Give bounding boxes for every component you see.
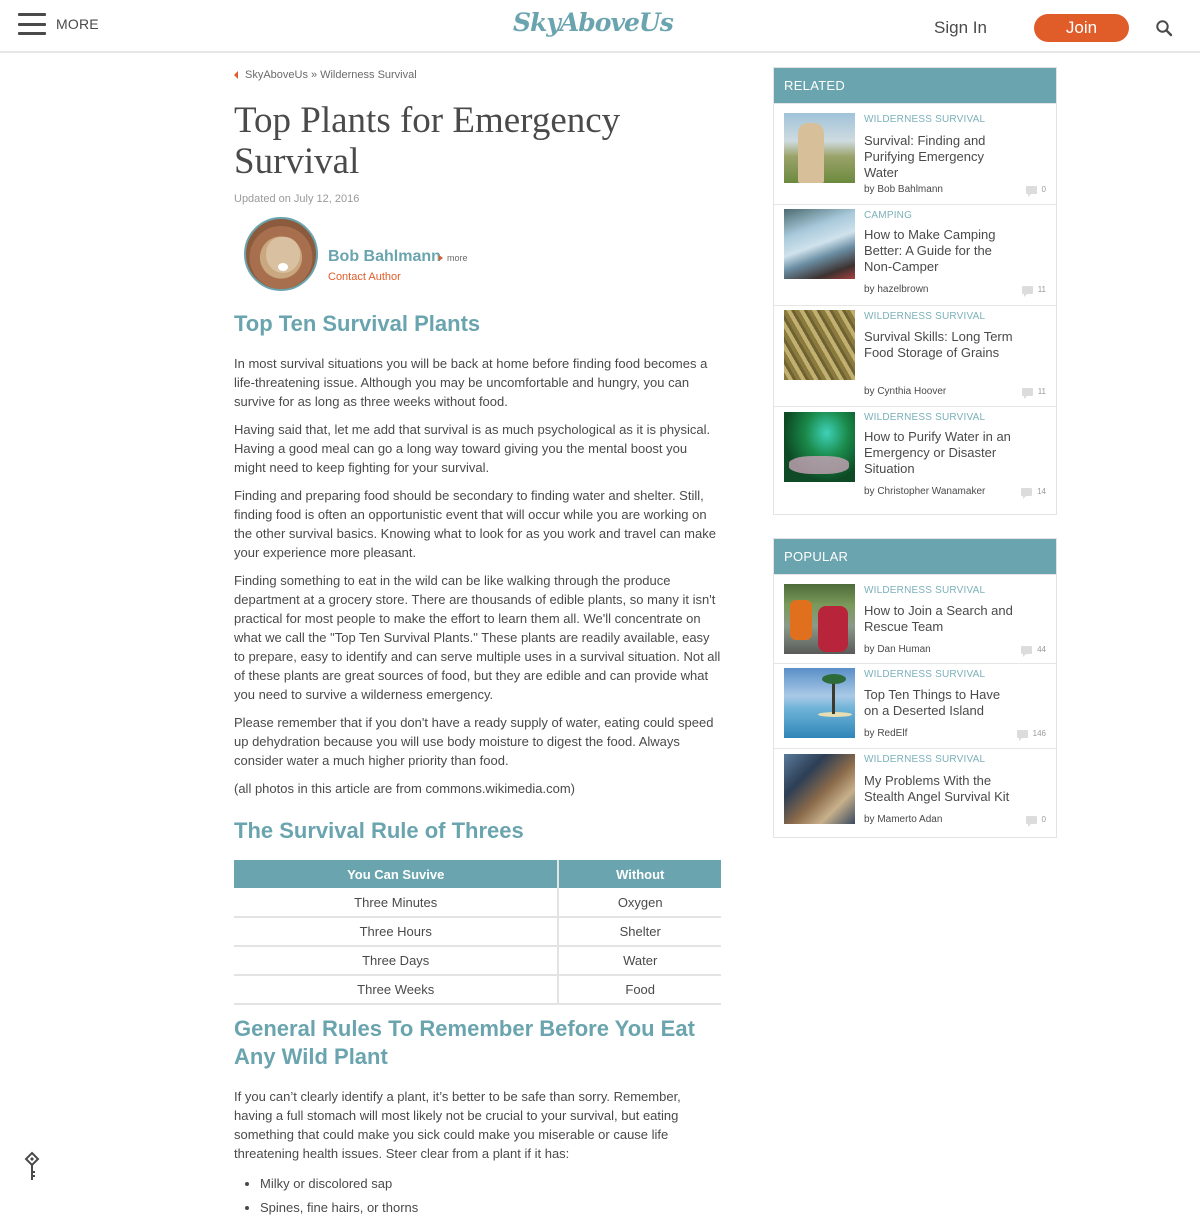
comment-icon	[1022, 286, 1033, 294]
card-author[interactable]: by Dan Human	[864, 644, 931, 655]
thumbnail-stream	[784, 412, 855, 482]
comment-count-value: 14	[1037, 487, 1046, 496]
table-row	[234, 888, 721, 917]
comment-count	[1026, 185, 1046, 194]
breadcrumb-separator: »	[310, 69, 318, 81]
section-heading: The Survival Rule of Threes	[234, 818, 524, 843]
join-button[interactable]: Join	[1034, 14, 1129, 42]
card-title[interactable]: Survival: Finding and Purifying Emergency Water	[864, 133, 986, 180]
related-panel	[773, 67, 1057, 515]
comment-count	[1021, 487, 1046, 496]
card-title[interactable]: Survival Skills: Long Term Food Storage of Grains	[864, 329, 1013, 360]
warning-list	[260, 1172, 721, 1220]
comment-icon	[1026, 186, 1037, 194]
contact-author-link[interactable]: Contact Author	[328, 271, 401, 283]
section-body	[234, 1087, 721, 1220]
photo-credit: (all photos in this article are from commons.wikimedia.com)	[234, 781, 575, 796]
list-item: • Milky or discolored sap	[260, 1172, 721, 1196]
comment-count-value: 0	[1041, 185, 1046, 194]
author-more-label: more	[447, 253, 468, 263]
thumbnail-island	[784, 668, 855, 738]
site-logo[interactable]: SkyAboveUs	[513, 8, 673, 37]
card-title[interactable]: How to Make Camping Better: A Guide for the Non-Camper	[864, 227, 996, 274]
key-icon[interactable]	[24, 1152, 40, 1182]
paragraph: If you can’t clearly identify a plant, it’s better to be safe than sorry. Remember, having a full stomach will most likely not be crucial to your survival, but eating something that could make you sick could make you miserable or cause life threatening health issues. Steer clear from a plant if it has:	[234, 1089, 681, 1161]
column-header: Without	[558, 860, 721, 888]
card-author[interactable]: by Cynthia Hoover	[864, 386, 947, 397]
list-item: • Spines, fine hairs, or thorns	[260, 1196, 721, 1220]
thumbnail-rescue-team	[784, 584, 855, 654]
related-card[interactable]	[774, 103, 1056, 204]
comment-icon	[1026, 816, 1037, 824]
card-title[interactable]: Top Ten Things to Have on a Deserted Island	[864, 687, 1001, 718]
author-name-link[interactable]: Bob Bahlmann	[328, 248, 441, 265]
breadcrumb-category-link[interactable]: Wilderness Survival	[320, 69, 417, 81]
avatar[interactable]	[244, 217, 318, 291]
card-category[interactable]: WILDERNESS SURVIVAL	[864, 114, 986, 125]
comment-count-value: 0	[1041, 815, 1046, 824]
thumbnail-grain	[784, 310, 855, 380]
more-menu-button[interactable]	[18, 13, 99, 35]
comment-count-value: 11	[1037, 285, 1046, 294]
paragraph: Having said that, let me add that survival is as much psychological as it is physical. Having a good meal can go a long way toward giving you the mental boost you might need to keep fighting for your survival.	[234, 422, 711, 475]
related-card[interactable]	[774, 204, 1056, 305]
comment-count-value: 11	[1037, 387, 1046, 396]
table-cell: Three Days	[234, 946, 558, 975]
paragraph: Finding something to eat in the wild can be like walking through the produce department at a grocery store. There are thousands of edible plants, so many it isn't practical for most people to make the effort to learn them all. We'll concentrate on what we call the "Top Ten Survival Plants." These plants are readily available, easy to prepare, easy to identify and can serve multiple uses in a survival situation. Not all of these plants are great sources of food, but they are edible and can provide what you need to survive a wilderness emergency.	[234, 573, 721, 702]
column-header: You Can Suvive	[234, 860, 558, 888]
table-cell: Oxygen	[558, 888, 721, 917]
thumbnail-survival-kit	[784, 754, 855, 824]
popular-card[interactable]	[774, 574, 1056, 663]
table-cell: Three Hours	[234, 917, 558, 946]
card-author[interactable]: by RedElf	[864, 728, 908, 739]
table-cell: Shelter	[558, 917, 721, 946]
thumbnail-man-drinking	[784, 113, 855, 183]
popular-card[interactable]	[774, 663, 1056, 748]
paragraph: Please remember that if you don't have a ready supply of water, eating could speed up dehydration because you will use body moisture to digest the food. Always consider water a much higher priority than food.	[234, 715, 714, 768]
card-author[interactable]: by Bob Bahlmann	[864, 184, 943, 195]
section-heading: General Rules To Remember Before You Eat Any Wild Plant	[234, 1016, 695, 1069]
author-more-link[interactable]	[439, 253, 468, 263]
paragraph: In most survival situations you will be back at home before finding food becomes a life-threatening issue. Although you may be uncomfortable and hungry, you can survive for as long as three weeks without food.	[234, 356, 708, 409]
table-cell: Water	[558, 946, 721, 975]
popular-panel	[773, 538, 1057, 838]
related-card[interactable]	[774, 406, 1056, 514]
page-title: Top Plants for Emergency Survival	[234, 100, 621, 182]
section-heading: Top Ten Survival Plants	[234, 311, 481, 336]
table-header-row	[234, 860, 721, 888]
section-body	[234, 354, 721, 798]
card-title[interactable]: My Problems With the Stealth Angel Survival Kit	[864, 773, 1010, 804]
search-icon[interactable]	[1155, 19, 1173, 37]
article-column	[234, 60, 721, 1220]
comment-icon	[1021, 488, 1032, 496]
card-category[interactable]: WILDERNESS SURVIVAL	[864, 311, 986, 322]
comment-count	[1021, 645, 1046, 654]
comment-icon	[1021, 646, 1032, 654]
table-row	[234, 946, 721, 975]
comment-count-value: 146	[1032, 729, 1046, 738]
table-cell: Three Weeks	[234, 975, 558, 1004]
caret-left-icon	[234, 71, 238, 79]
related-card[interactable]	[774, 305, 1056, 406]
card-category[interactable]: WILDERNESS SURVIVAL	[864, 412, 986, 423]
popular-heading: POPULAR	[774, 539, 1056, 574]
card-category[interactable]: CAMPING	[864, 210, 913, 221]
thumbnail-tent-view	[784, 209, 855, 279]
card-title[interactable]: How to Purify Water in an Emergency or Disaster Situation	[864, 429, 1011, 476]
more-menu-label: MORE	[56, 16, 99, 32]
card-title[interactable]: How to Join a Search and Rescue Team	[864, 603, 1013, 634]
comment-count	[1017, 729, 1046, 738]
caret-right-icon	[439, 255, 443, 261]
comment-count-value: 44	[1037, 645, 1046, 654]
popular-card[interactable]	[774, 748, 1056, 837]
table-cell: Food	[558, 975, 721, 1004]
card-category[interactable]: WILDERNESS SURVIVAL	[864, 669, 986, 680]
comment-count	[1022, 285, 1046, 294]
author-block	[234, 217, 721, 305]
table-row	[234, 975, 721, 1004]
hamburger-icon	[18, 13, 46, 35]
card-category[interactable]: WILDERNESS SURVIVAL	[864, 585, 986, 596]
card-author[interactable]: by hazelbrown	[864, 284, 929, 295]
sign-in-link[interactable]: Sign In	[934, 18, 987, 37]
table-cell: Three Minutes	[234, 888, 558, 917]
related-heading: RELATED	[774, 68, 1056, 103]
paragraph: Finding and preparing food should be secondary to finding water and shelter. Still, finding food is often an opportunistic event that will occur while you are working on the other survival basics. Knowing what to look for as you work and travel can make your experience more pleasant.	[234, 488, 716, 560]
card-author[interactable]: by Mamerto Adan	[864, 814, 943, 825]
table-row	[234, 917, 721, 946]
cougar-nose-graphic	[278, 263, 288, 271]
rule-of-threes-table	[234, 860, 721, 1005]
breadcrumb	[234, 69, 721, 81]
comment-icon	[1017, 730, 1028, 738]
breadcrumb-home-link[interactable]: SkyAboveUs	[245, 69, 308, 81]
comment-count	[1026, 815, 1046, 824]
comment-icon	[1022, 388, 1033, 396]
top-navigation-bar	[0, 0, 1200, 53]
comment-count	[1022, 387, 1046, 396]
card-category[interactable]: WILDERNESS SURVIVAL	[864, 754, 986, 765]
card-author[interactable]: by Christopher Wanamaker	[864, 486, 986, 497]
updated-date: Updated on July 12, 2016	[234, 193, 360, 205]
